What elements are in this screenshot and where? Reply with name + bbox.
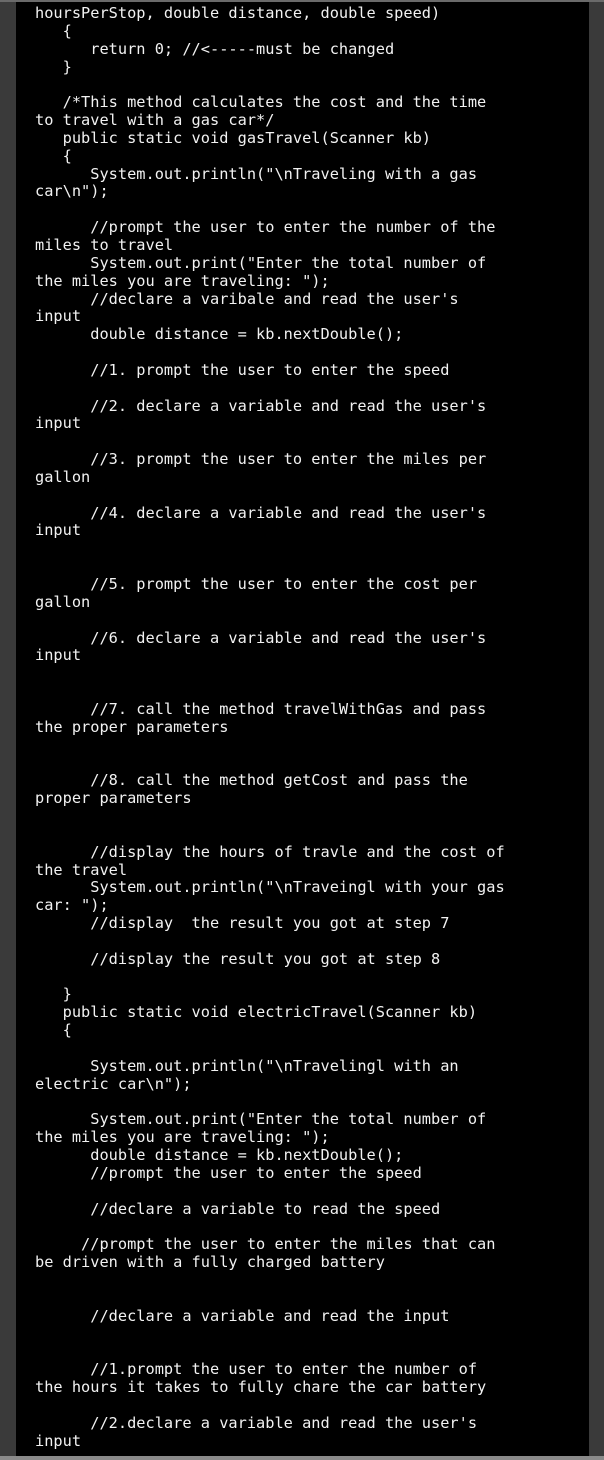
code-line: System.out.print("Enter the total number of xyxy=(35,1110,487,1129)
code-line: //8. call the method getCost and pass the xyxy=(35,771,468,790)
code-line: double distance = kb.nextDouble(); xyxy=(35,1146,404,1164)
code-line: //5. prompt the user to enter the cost per xyxy=(35,575,478,593)
code-line: //prompt the user to enter the number of the xyxy=(35,218,496,237)
code-line xyxy=(35,1325,589,1343)
code-line: the proper parameters xyxy=(35,717,229,736)
code-line: input xyxy=(35,1431,82,1450)
code-line xyxy=(35,808,589,826)
code-line xyxy=(35,683,589,701)
code-line: //6. declare a variable and read the user's xyxy=(35,628,487,647)
code-line xyxy=(35,76,589,94)
code-line: car: "); xyxy=(35,896,109,915)
code-line xyxy=(35,737,589,755)
code-line: { xyxy=(35,21,72,40)
code-line xyxy=(35,754,589,772)
code-block xyxy=(35,5,589,1450)
code-line xyxy=(35,1218,589,1236)
code-line: input xyxy=(35,307,82,326)
code-line: return 0; //<-----must be changed xyxy=(35,39,395,58)
code-line: { xyxy=(35,1021,72,1040)
code-line: } xyxy=(35,57,72,76)
code-line: System.out.print("Enter the total number of xyxy=(35,253,487,272)
code-line xyxy=(35,969,589,987)
code-line: //prompt the user to enter the miles that can xyxy=(35,1235,496,1254)
code-line: //1. prompt the user to enter the speed xyxy=(35,360,450,379)
code-line: } xyxy=(35,985,72,1004)
code-line: //2. declare a variable and read the user's xyxy=(35,396,487,415)
code-line xyxy=(35,558,589,576)
code-line: //declare a varibale and read the user's xyxy=(35,289,459,308)
code-panel[interactable] xyxy=(16,2,589,1456)
code-line xyxy=(35,826,589,844)
code-line xyxy=(35,487,589,505)
bottom-border xyxy=(0,1456,604,1460)
code-line: gallon xyxy=(35,592,91,611)
code-line: //declare a variable and read the input xyxy=(35,1306,450,1325)
code-line xyxy=(35,380,589,398)
code-line xyxy=(35,1397,589,1415)
code-line xyxy=(35,665,589,683)
code-line xyxy=(35,344,589,362)
code-line xyxy=(35,433,589,451)
code-line xyxy=(35,540,589,558)
code-line: //display the result you got at step 8 xyxy=(35,949,441,968)
code-line: public static void gasTravel(Scanner kb) xyxy=(35,128,432,147)
code-line: to travel with a gas car*/ xyxy=(35,111,275,130)
code-line: //display the hours of travle and the cost of xyxy=(35,842,505,861)
code-line: //4. declare a variable and read the user's xyxy=(35,503,487,522)
code-line: input xyxy=(35,414,82,433)
code-line: miles to travel xyxy=(35,235,174,254)
code-line: hoursPerStop, double distance, double speed) xyxy=(35,4,441,22)
code-line xyxy=(35,201,589,219)
code-line: electric car\n"); xyxy=(35,1074,192,1093)
code-line: /*This method calculates the cost and the time xyxy=(35,93,487,112)
code-line xyxy=(35,933,589,951)
code-line: be driven with a fully charged battery xyxy=(35,1253,385,1272)
code-line: //3. prompt the user to enter the miles per xyxy=(35,450,487,469)
code-line: the miles you are traveling: "); xyxy=(35,271,330,290)
code-line: double distance = kb.nextDouble(); xyxy=(35,325,404,344)
code-line xyxy=(35,1290,589,1308)
code-line: System.out.println("\nTravelingl with an xyxy=(35,1056,459,1075)
code-line: //prompt the user to enter the speed xyxy=(35,1163,422,1182)
code-line: input xyxy=(35,646,82,665)
code-line xyxy=(35,1040,589,1058)
code-line xyxy=(35,1343,589,1361)
code-line: //1.prompt the user to enter the number of xyxy=(35,1360,478,1379)
code-line: car\n"); xyxy=(35,182,109,201)
code-line xyxy=(35,1183,589,1201)
code-line: proper parameters xyxy=(35,789,192,808)
code-line xyxy=(35,1093,589,1111)
code-line: System.out.println("\nTraveingl with your gas xyxy=(35,878,505,897)
code-line: the travel xyxy=(35,860,128,879)
code-line: //2.declare a variable and read the user's xyxy=(35,1413,478,1432)
code-line: the miles you are traveling: "); xyxy=(35,1128,330,1147)
code-line: //display the result you got at step 7 xyxy=(35,914,450,933)
code-line: input xyxy=(35,521,82,540)
code-line: { xyxy=(35,146,72,165)
code-line: the hours it takes to fully chare the car battery xyxy=(35,1377,487,1396)
code-line: public static void electricTravel(Scanner kb) xyxy=(35,1003,478,1022)
code-line xyxy=(35,612,589,630)
code-line xyxy=(35,1272,589,1290)
code-line: System.out.println("\nTraveling with a gas xyxy=(35,164,478,183)
code-line: gallon xyxy=(35,467,91,486)
code-line: //7. call the method travelWithGas and pass xyxy=(35,699,487,718)
code-line: //declare a variable to read the speed xyxy=(35,1199,441,1218)
